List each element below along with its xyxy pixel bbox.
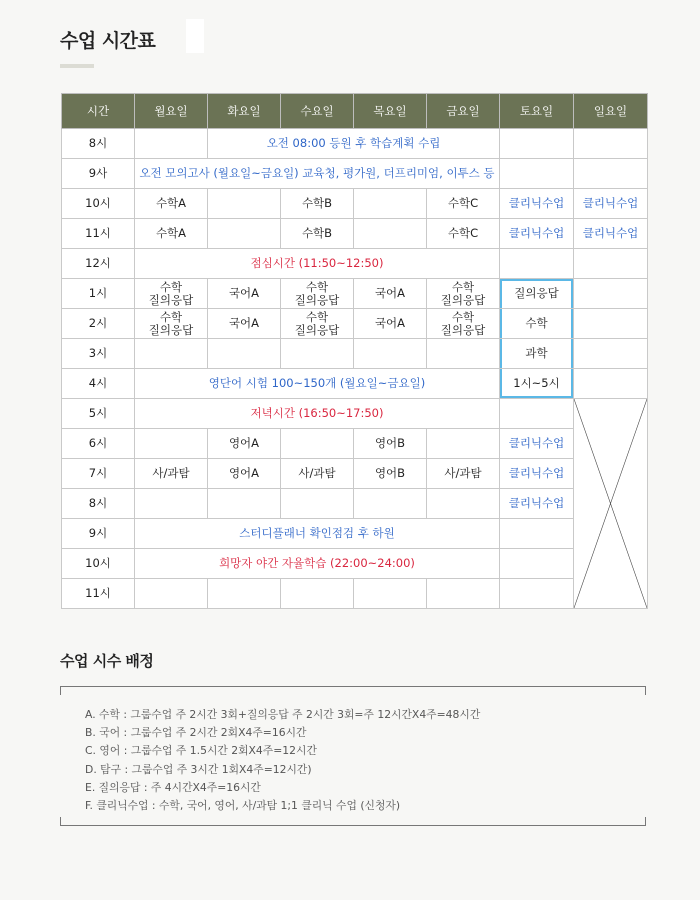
list-item: B. 국어 : 그룹수업 주 2시간 2회X4주=16시간 — [85, 726, 307, 740]
class-label: 질의응답 — [294, 322, 340, 337]
table-row — [62, 159, 648, 189]
notice-dinner: 저녁시간 (16:50~17:50) — [135, 399, 500, 429]
header-wed: 수요일 — [281, 94, 354, 129]
clinic-cell: 클리닉수업 — [500, 189, 574, 219]
table-row — [62, 399, 648, 429]
empty-cell — [500, 519, 574, 549]
table-row — [62, 459, 648, 489]
box-corner-tick — [60, 687, 61, 695]
empty-cell — [281, 579, 354, 609]
class-cell-math-qa — [281, 279, 354, 309]
class-cell: 수학B — [281, 189, 354, 219]
empty-cell — [208, 489, 281, 519]
header-mon: 월요일 — [135, 94, 208, 129]
header-sat: 토요일 — [500, 94, 574, 129]
empty-cell — [208, 339, 281, 369]
time-cell: 10시 — [62, 549, 135, 579]
class-label: 수학 — [159, 310, 183, 325]
class-label: 수학 — [159, 280, 183, 295]
list-item: D. 탐구 : 그룹수업 주 3시간 1회X4주=12시간) — [85, 762, 312, 776]
class-label: 질의응답 — [148, 322, 194, 337]
clinic-cell: 클리닉수업 — [574, 219, 648, 249]
class-cell: 국어A — [208, 309, 281, 339]
empty-cell — [208, 219, 281, 249]
empty-cell — [208, 579, 281, 609]
class-cell: 수학A — [135, 219, 208, 249]
empty-cell — [135, 429, 208, 459]
header-time: 시간 — [62, 94, 135, 129]
box-corner-tick — [60, 817, 61, 825]
saturday-highlight-cell: 질의응답 — [500, 279, 574, 309]
empty-cell — [500, 399, 574, 429]
title-decoration-box — [186, 19, 204, 53]
allocation-list — [85, 706, 480, 815]
class-cell: 수학A — [135, 189, 208, 219]
class-cell: 영어B — [354, 459, 427, 489]
class-cell: 국어A — [208, 279, 281, 309]
header-sun: 일요일 — [574, 94, 648, 129]
table-row — [62, 129, 648, 159]
empty-cell — [354, 189, 427, 219]
empty-cell — [208, 189, 281, 219]
empty-cell — [354, 489, 427, 519]
class-cell: 국어A — [354, 279, 427, 309]
empty-cell — [354, 339, 427, 369]
class-cell-math-qa — [281, 309, 354, 339]
empty-cell — [500, 549, 574, 579]
time-cell: 4시 — [62, 369, 135, 399]
title-underline — [60, 64, 94, 68]
empty-cell — [574, 369, 648, 399]
list-item: C. 영어 : 그룹수업 주 1.5시간 2회X4주=12시간 — [85, 744, 317, 758]
table-row — [62, 249, 648, 279]
schedule-table — [61, 93, 648, 609]
empty-cell — [354, 579, 427, 609]
time-cell: 2시 — [62, 309, 135, 339]
time-cell: 5시 — [62, 399, 135, 429]
notice-mock-exam: 오전 모의고사 (월요일~금요일) 교육청, 평가원, 더프리미엄, 이투스 등 — [135, 159, 500, 189]
empty-cell — [500, 579, 574, 609]
time-cell: 7시 — [62, 459, 135, 489]
class-label: 수학 — [305, 310, 329, 325]
empty-cell — [135, 339, 208, 369]
clinic-cell: 클리닉수업 — [574, 189, 648, 219]
class-cell: 사/과탐 — [135, 459, 208, 489]
class-cell-math-qa — [427, 279, 500, 309]
class-cell: 영어B — [354, 429, 427, 459]
class-cell: 수학C — [427, 219, 500, 249]
class-cell: 수학B — [281, 219, 354, 249]
list-item: E. 질의응답 : 주 4시간X4주=16시간 — [85, 780, 261, 794]
empty-cell — [427, 429, 500, 459]
empty-cell — [135, 579, 208, 609]
table-row — [62, 489, 648, 519]
empty-cell — [135, 489, 208, 519]
saturday-highlight-cell: 1시~5시 — [500, 369, 574, 399]
notice-night-study: 희망자 야간 자율학습 (22:00~24:00) — [135, 549, 500, 579]
table-row — [62, 339, 648, 369]
time-cell: 12시 — [62, 249, 135, 279]
empty-cell — [354, 219, 427, 249]
class-label: 수학 — [451, 310, 475, 325]
time-cell: 10시 — [62, 189, 135, 219]
time-cell: 9시 — [62, 519, 135, 549]
time-cell: 6시 — [62, 429, 135, 459]
table-row — [62, 549, 648, 579]
empty-cell — [281, 429, 354, 459]
class-label: 질의응답 — [294, 292, 340, 307]
empty-cell — [574, 159, 648, 189]
page-title: 수업 시간표 — [60, 30, 156, 52]
clinic-cell: 클리닉수업 — [500, 459, 574, 489]
class-label: 수학 — [451, 280, 475, 295]
header-fri: 금요일 — [427, 94, 500, 129]
time-cell: 9사 — [62, 159, 135, 189]
table-row — [62, 219, 648, 249]
table-row — [62, 279, 648, 309]
notice-planner-check: 스터디플래너 확인점검 후 하원 — [135, 519, 500, 549]
table-row — [62, 309, 648, 339]
saturday-highlight-cell: 수학 — [500, 309, 574, 339]
class-cell: 영어A — [208, 429, 281, 459]
header-tue: 화요일 — [208, 94, 281, 129]
empty-cell — [135, 129, 208, 159]
time-cell: 3시 — [62, 339, 135, 369]
class-label: 질의응답 — [148, 292, 194, 307]
time-cell: 8시 — [62, 129, 135, 159]
sunday-closed-cell — [574, 399, 648, 609]
allocation-title: 수업 시수 배정 — [60, 652, 154, 670]
notice-lunch: 점심시간 (11:50~12:50) — [135, 249, 500, 279]
class-cell: 영어A — [208, 459, 281, 489]
header-row — [62, 94, 648, 129]
empty-cell — [500, 159, 574, 189]
table-row — [62, 369, 648, 399]
clinic-cell: 클리닉수업 — [500, 429, 574, 459]
class-cell: 수학C — [427, 189, 500, 219]
class-cell-math-qa — [135, 279, 208, 309]
table-row — [62, 189, 648, 219]
class-label: 질의응답 — [440, 292, 486, 307]
table-row — [62, 579, 648, 609]
class-cell: 사/과탐 — [281, 459, 354, 489]
class-cell: 국어A — [354, 309, 427, 339]
time-cell: 11시 — [62, 219, 135, 249]
class-label: 수학 — [305, 280, 329, 295]
time-cell: 11시 — [62, 579, 135, 609]
allocation-box — [60, 686, 646, 826]
empty-cell — [427, 489, 500, 519]
cross-out-mark — [574, 399, 647, 608]
list-item: A. 수학 : 그룹수업 주 2시간 3회+질의응답 주 2시간 3회=주 12시간X4주=48시간 — [85, 708, 481, 721]
time-cell: 1시 — [62, 279, 135, 309]
empty-cell — [500, 249, 574, 279]
notice-morning-arrival: 오전 08:00 등원 후 학습계획 수립 — [208, 129, 500, 159]
class-cell: 사/과탐 — [427, 459, 500, 489]
empty-cell — [574, 309, 648, 339]
empty-cell — [574, 339, 648, 369]
table-row — [62, 429, 648, 459]
header-thu: 목요일 — [354, 94, 427, 129]
empty-cell — [574, 249, 648, 279]
class-cell-math-qa — [427, 309, 500, 339]
class-label: 질의응답 — [440, 322, 486, 337]
empty-cell — [500, 129, 574, 159]
box-corner-tick — [645, 687, 646, 695]
box-corner-tick — [645, 817, 646, 825]
clinic-cell: 클리닉수업 — [500, 219, 574, 249]
empty-cell — [427, 579, 500, 609]
saturday-highlight-cell: 과학 — [500, 339, 574, 369]
clinic-cell: 클리닉수업 — [500, 489, 574, 519]
empty-cell — [574, 129, 648, 159]
empty-cell — [427, 339, 500, 369]
notice-vocab-test: 영단어 시험 100~150개 (월요일~금요일) — [135, 369, 500, 399]
time-cell: 8시 — [62, 489, 135, 519]
empty-cell — [574, 279, 648, 309]
empty-cell — [281, 339, 354, 369]
empty-cell — [281, 489, 354, 519]
list-item: F. 클리닉수업 : 수학, 국어, 영어, 사/과탐 1;1 클리닉 수업 (신청자) — [85, 799, 401, 813]
table-row — [62, 519, 648, 549]
class-cell-math-qa — [135, 309, 208, 339]
